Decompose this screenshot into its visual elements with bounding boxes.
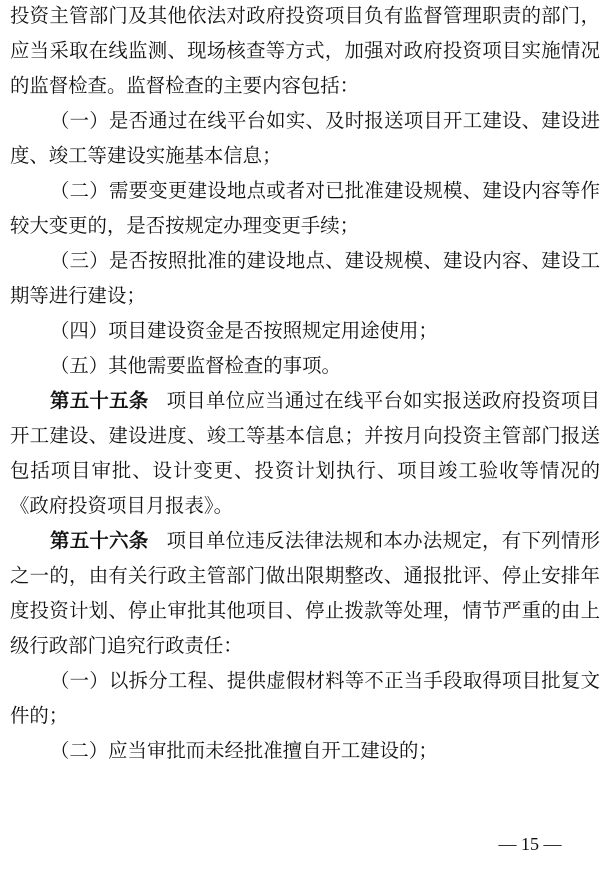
- article-55-heading: 第五十五条: [50, 389, 149, 412]
- paragraph-intro: 投资主管部门及其他依法对政府投资项目负有监督管理职责的部门，应当采取在线监测、现场核查等方式，加强对政府投资项目实施情况的监督检查。监督检查的主要内容包括：: [10, 4, 600, 97]
- article-56-heading: 第五十六条: [50, 529, 149, 552]
- paragraph-item-56-1: （一）以拆分工程、提供虚假材料等不正当手段取得项目批复文件的；: [10, 669, 600, 727]
- paragraph-item-2: （二）需要变更建设地点或者对已批准建设规模、建设内容等作较大变更的，是否按规定办理变更手续；: [10, 179, 600, 237]
- paragraph-item-1: （一）是否通过在线平台如实、及时报送项目开工建设、建设进度、竣工等建设实施基本信息；: [10, 109, 600, 167]
- article-56-body: 项目单位违反法律法规和本办法规定，有下列情形之一的，由有关行政主管部门做出限期整改、通报批评、停止安排年度投资计划、停止审批其他项目、停止拨款等处理，情节严重的由上级行政部门追究行政责任：: [10, 529, 601, 657]
- article-55-body: 项目单位应当通过在线平台如实报送政府投资项目开工建设、建设进度、竣工等基本信息；并按月向投资主管部门报送包括项目审批、设计变更、投资计划执行、项目竣工验收等情况的《政府投资项目月报表》。: [10, 389, 601, 517]
- paragraph-item-4: （四）项目建设资金是否按照规定用途使用；: [50, 319, 438, 342]
- paragraph-item-5: （五）其他需要监督检查的事项。: [50, 354, 341, 377]
- paragraph-article-55: [10, 383, 600, 523]
- page-number: — 15 —: [498, 834, 562, 854]
- paragraph-article-56: [10, 523, 600, 663]
- paragraph-item-56-2: （二）应当审批而未经批准擅自开工建设的；: [50, 739, 438, 762]
- paragraph-item-3: （三）是否按照批准的建设地点、建设规模、建设内容、建设工期等进行建设；: [10, 249, 600, 307]
